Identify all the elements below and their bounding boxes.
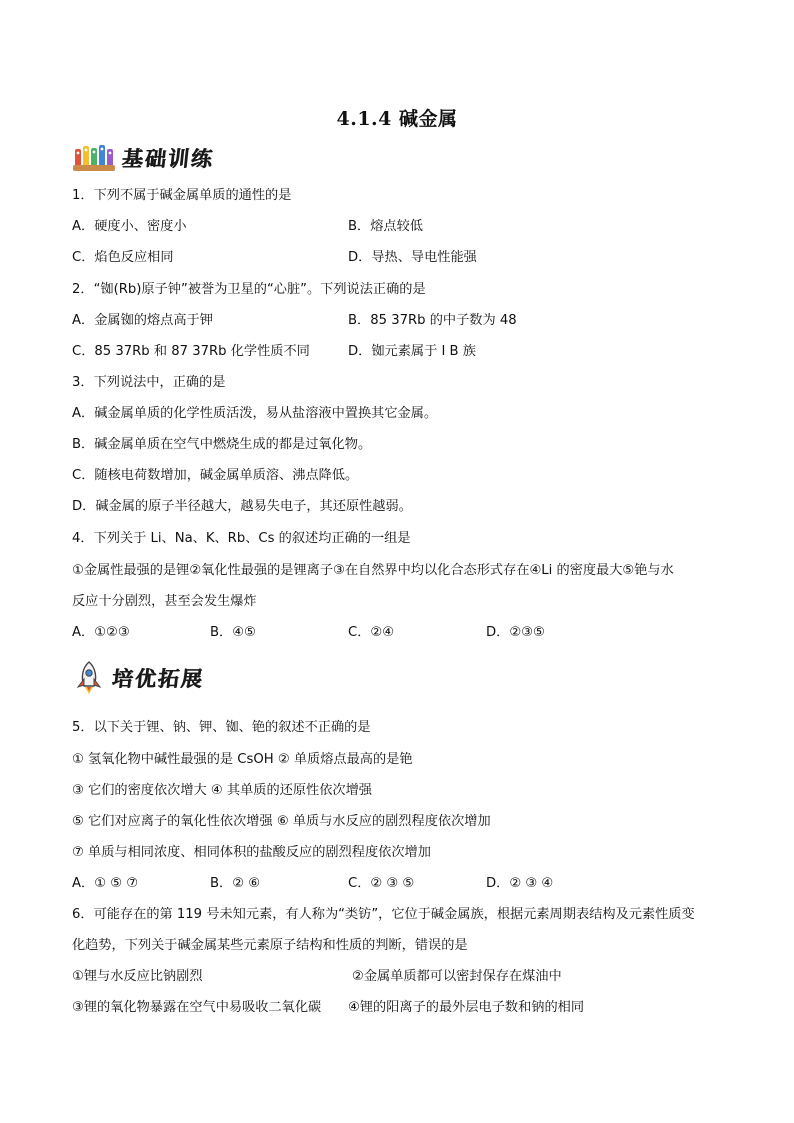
question-6-stem-line-2: 化趋势，下列关于碱金属某些元素原子结构和性质的判断，错误的是 [72,938,468,953]
q6-statement-4: ④锂的阳离子的最外层电子数和钠的相同 [348,1000,585,1015]
page-title: 4.1.4 碱金属 [336,108,458,130]
q4-statements-line-1: ①金属性最强的是锂②氧化性最强的是锂离子③在自然界中均以化合态形式存在④Li 的密度最大⑤铯与水 [72,563,674,578]
q2-option-c: C．85 37Rb 和 87 37Rb 化学性质不同 [72,344,310,359]
q3-option-a: A．碱金属单质的化学性质活泼，易从盐溶液中置换其它金属。 [72,406,438,421]
question-1-stem: 1．下列不属于碱金属单质的通性的是 [72,188,292,203]
q6-statement-3: ③锂的氧化物暴露在空气中易吸收二氧化碳 [72,1000,322,1015]
question-3-stem: 3．下列说法中，正确的是 [72,375,226,390]
q5-option-c: C．② ③ ⑤ [348,876,415,891]
q1-option-d: D．导热、导电性能强 [348,250,477,265]
pencils-icon [72,143,116,173]
q5-option-d: D．② ③ ④ [486,876,554,891]
q3-option-c: C．随核电荷数增加，碱金属单质溶、沸点降低。 [72,468,359,483]
q1-option-c: C．焰色反应相同 [72,250,174,265]
q6-statement-2: ②金属单质都可以密封保存在煤油中 [352,969,562,984]
section-title-extend: 培优拓展 [110,667,206,691]
q2-option-a: A．金属铷的熔点高于钾 [72,313,213,328]
q3-option-b: B．碱金属单质在空气中燃烧生成的都是过氧化物。 [72,437,372,452]
q4-option-c: C．②④ [348,625,395,640]
q4-option-b: B．④⑤ [210,625,256,640]
section-banner-extend [72,661,204,695]
q5-statements-1: ① 氢氧化物中碱性最强的是 CsOH ② 单质熔点最高的是铯 [72,752,413,767]
q5-option-a: A．① ⑤ ⑦ [72,876,139,891]
q1-option-b: B．熔点较低 [348,219,423,234]
q2-option-d: D．铷元素属于 I B 族 [348,344,476,359]
q3-option-d: D．碱金属的原子半径越大，越易失电子，其还原性越弱。 [72,499,412,514]
q5-statements-2: ③ 它们的密度依次增大 ④ 其单质的还原性依次增强 [72,783,372,798]
q4-option-d: D．②③⑤ [486,625,545,640]
section-banner-basic [72,141,214,175]
q6-statement-1: ①锂与水反应比钠剧烈 [72,969,203,984]
rocket-icon [72,660,106,696]
q5-statements-3: ⑤ 它们对应离子的氧化性依次增强 ⑥ 单质与水反应的剧烈程度依次增加 [72,814,491,829]
q5-statements-4: ⑦ 单质与相同浓度、相同体积的盐酸反应的剧烈程度依次增加 [72,845,431,860]
q1-option-a: A．硬度小、密度小 [72,219,187,234]
q4-statements-line-2: 反应十分剧烈，甚至会发生爆炸 [72,594,257,609]
question-2-stem: 2．“铷(Rb)原子钟”被誉为卫星的“心脏”。下列说法正确的是 [72,282,426,297]
q4-option-a: A．①②③ [72,625,130,640]
question-6-stem-line-1: 6．可能存在的第 119 号未知元素，有人称为“类钫”，它位于碱金属族，根据元素周期表结构及元素性质变 [72,907,695,922]
section-title-basic: 基础训练 [120,147,216,171]
q2-option-b: B．85 37Rb 的中子数为 48 [348,313,517,328]
question-5-stem: 5．以下关于锂、钠、钾、铷、铯的叙述不正确的是 [72,720,371,735]
question-4-stem: 4．下列关于 Li、Na、K、Rb、Cs 的叙述均正确的一组是 [72,531,411,546]
q5-option-b: B．② ⑥ [210,876,261,891]
